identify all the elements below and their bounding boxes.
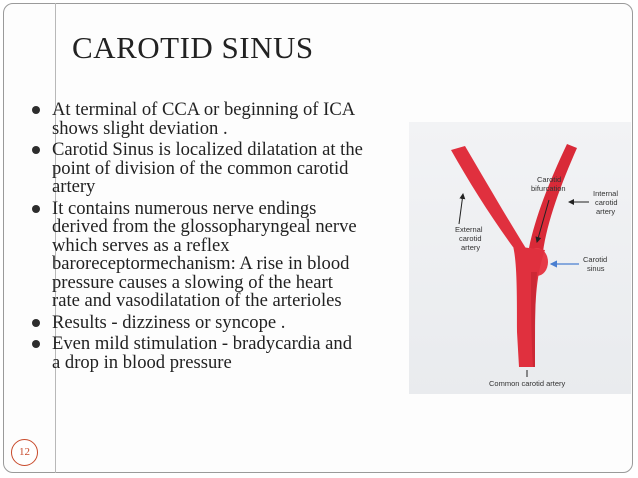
label-internal-1: Internal bbox=[593, 189, 619, 198]
label-common-carotid: Common carotid artery bbox=[489, 379, 566, 388]
bullet-line: point of division of the common carotid bbox=[52, 157, 349, 179]
bullet-dot-icon bbox=[32, 319, 40, 327]
carotid-diagram bbox=[409, 122, 631, 394]
common-carotid-trunk bbox=[513, 246, 545, 367]
bullet-item bbox=[30, 311, 415, 333]
bullet-item bbox=[30, 197, 415, 311]
bullet-dot-icon bbox=[32, 340, 40, 348]
bullet-item bbox=[30, 101, 415, 138]
bullet-line: baroreceptormechanism: A rise in blood bbox=[52, 253, 350, 274]
bullet-line: artery bbox=[52, 176, 96, 197]
carotid-artery-figure bbox=[409, 122, 631, 394]
bullet-line: Results - dizziness or syncope . bbox=[52, 311, 286, 333]
bullet-line: which serves as a reflex bbox=[52, 234, 230, 256]
bullet-line: a drop in blood pressure bbox=[52, 351, 232, 373]
label-bifurcation-1: Carotid bbox=[537, 175, 562, 184]
label-sinus-1: Carotid bbox=[583, 255, 608, 264]
bullet-line: shows slight deviation . bbox=[52, 117, 228, 139]
page-number-badge bbox=[11, 439, 38, 466]
bullet-list bbox=[30, 101, 415, 375]
label-external-2: carotid bbox=[459, 234, 482, 243]
page-number: 12 bbox=[19, 446, 30, 458]
label-external-3: artery bbox=[461, 243, 481, 252]
label-internal-3: artery bbox=[596, 207, 616, 216]
bullet-line: It contains numerous nerve endings bbox=[52, 197, 317, 219]
label-external-1: External bbox=[455, 225, 483, 234]
bullet-dot-icon bbox=[32, 106, 40, 114]
label-sinus-2: sinus bbox=[587, 264, 605, 273]
label-internal-2: carotid bbox=[595, 198, 618, 207]
bullet-line: derived from the glossopharyngeal nerve bbox=[52, 216, 357, 237]
bullet-line: At terminal of CCA or beginning of ICA bbox=[52, 99, 356, 120]
slide-title: CAROTID SINUS bbox=[72, 30, 314, 65]
bullet-line: Even mild stimulation - bradycardia and bbox=[52, 333, 352, 354]
internal-carotid-branch bbox=[529, 144, 577, 252]
bullet-dot-icon bbox=[32, 205, 40, 213]
bullet-item bbox=[30, 335, 415, 372]
bullet-line: pressure causes a slowing of the heart bbox=[52, 271, 333, 293]
bullet-item bbox=[30, 141, 415, 197]
bullet-line: rate and vasodilatation of the arterioles bbox=[52, 290, 342, 311]
bullet-line: Carotid Sinus is localized dilatation at the bbox=[52, 139, 363, 160]
bullet-dot-icon bbox=[32, 146, 40, 154]
label-bifurcation-2: bifurcation bbox=[531, 184, 566, 193]
